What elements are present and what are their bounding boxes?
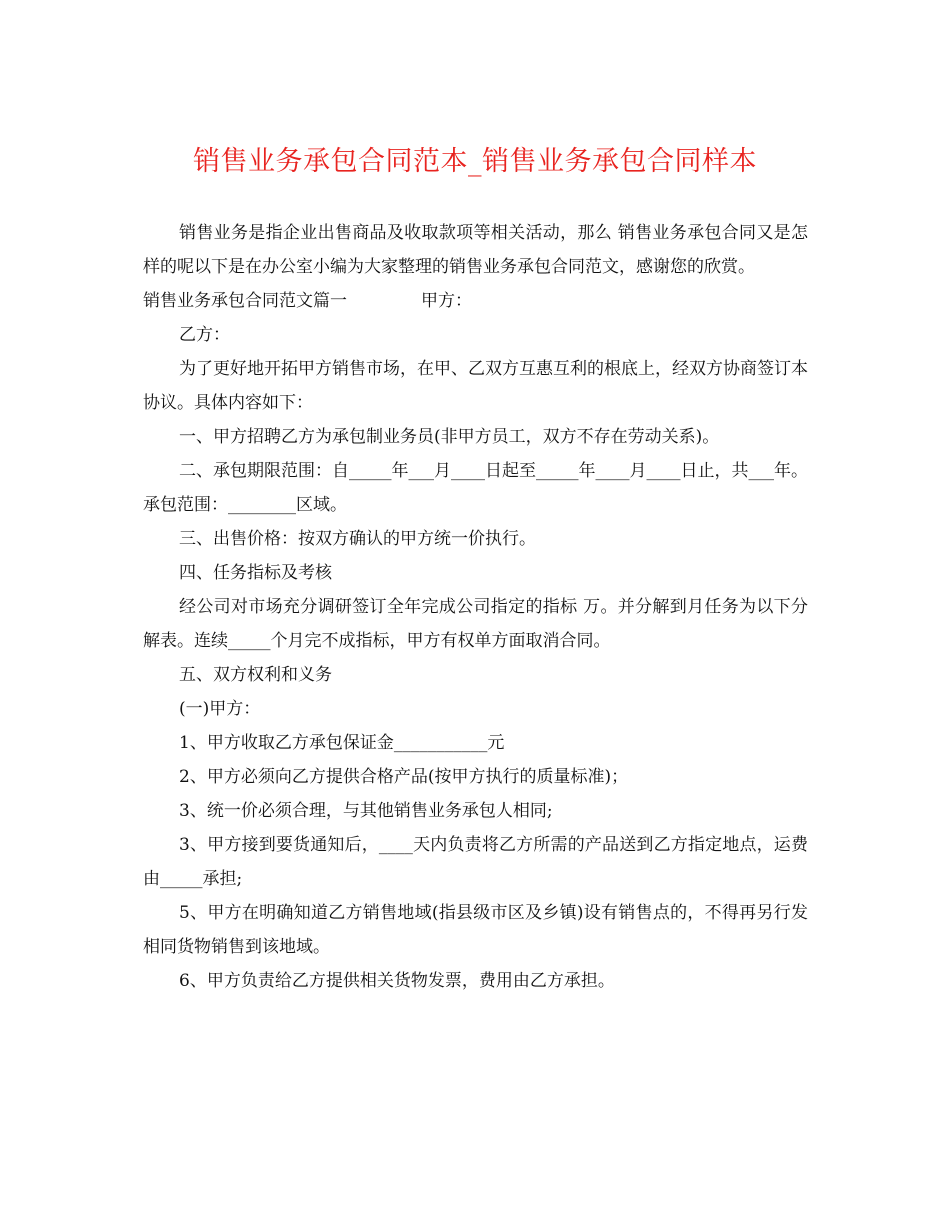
paragraph: 为了更好地开拓甲方销售市场，在甲、乙双方互惠互利的根底上，经双方协商签订本协议。具体内容如下： — [143, 359, 808, 413]
intro-paragraph: 销售业务是指企业出售商品及收取款项等相关活动，那么 销售业务承包合同又是怎样的呢以下是在办公室小编为大家整理的销售业务承包合同范文，感谢您的欣赏。 — [143, 223, 808, 277]
document-body — [143, 216, 808, 998]
paragraph: 经公司对市场充分调研签订全年完成公司指定的指标 万。并分解到月任务为以下分解表。连续_____个月完不成指标，甲方有权单方面取消合同。 — [143, 597, 808, 651]
paragraph: 2、甲方必须向乙方提供合格产品(按甲方执行的质量标准)； — [179, 767, 629, 787]
paragraph: 五、双方权利和义务 — [179, 665, 332, 685]
section-heading-line — [143, 284, 808, 318]
paragraph: 三、出售价格：按双方确认的甲方统一价执行。 — [179, 529, 536, 549]
paragraph: 5、甲方在明确知道乙方销售地域(指县级市区及乡镇)设有销售点的，不得再另行发相同货物销售到该地域。 — [143, 903, 808, 957]
document-title: 销售业务承包合同范本_销售业务承包合同样本 — [193, 146, 757, 177]
party-a-label: 甲方： — [421, 291, 472, 311]
paragraph: 6、甲方负责给乙方提供相关货物发票，费用由乙方承担。 — [179, 971, 615, 991]
paragraph: 1、甲方收取乙方承包保证金___________元 — [179, 733, 505, 753]
paragraph: 二、承包期限范围：自_____年___月____日起至_____年____月____日止，共___年。承包范围：________区域。 — [143, 461, 808, 515]
paragraph: 四、任务指标及考核 — [179, 563, 332, 583]
party-b-label: 乙方： — [179, 325, 230, 345]
paragraph: 一、甲方招聘乙方为承包制业务员(非甲方员工，双方不存在劳动关系)。 — [179, 427, 720, 447]
section-heading: 销售业务承包合同范文篇一 — [143, 291, 347, 311]
paragraph: (一)甲方： — [179, 699, 261, 719]
paragraph: 3、甲方接到要货通知后，____天内负责将乙方所需的产品送到乙方指定地点，运费由_____承担; — [143, 835, 808, 889]
paragraph: 3、统一价必须合理，与其他销售业务承包人相同; — [179, 801, 553, 821]
